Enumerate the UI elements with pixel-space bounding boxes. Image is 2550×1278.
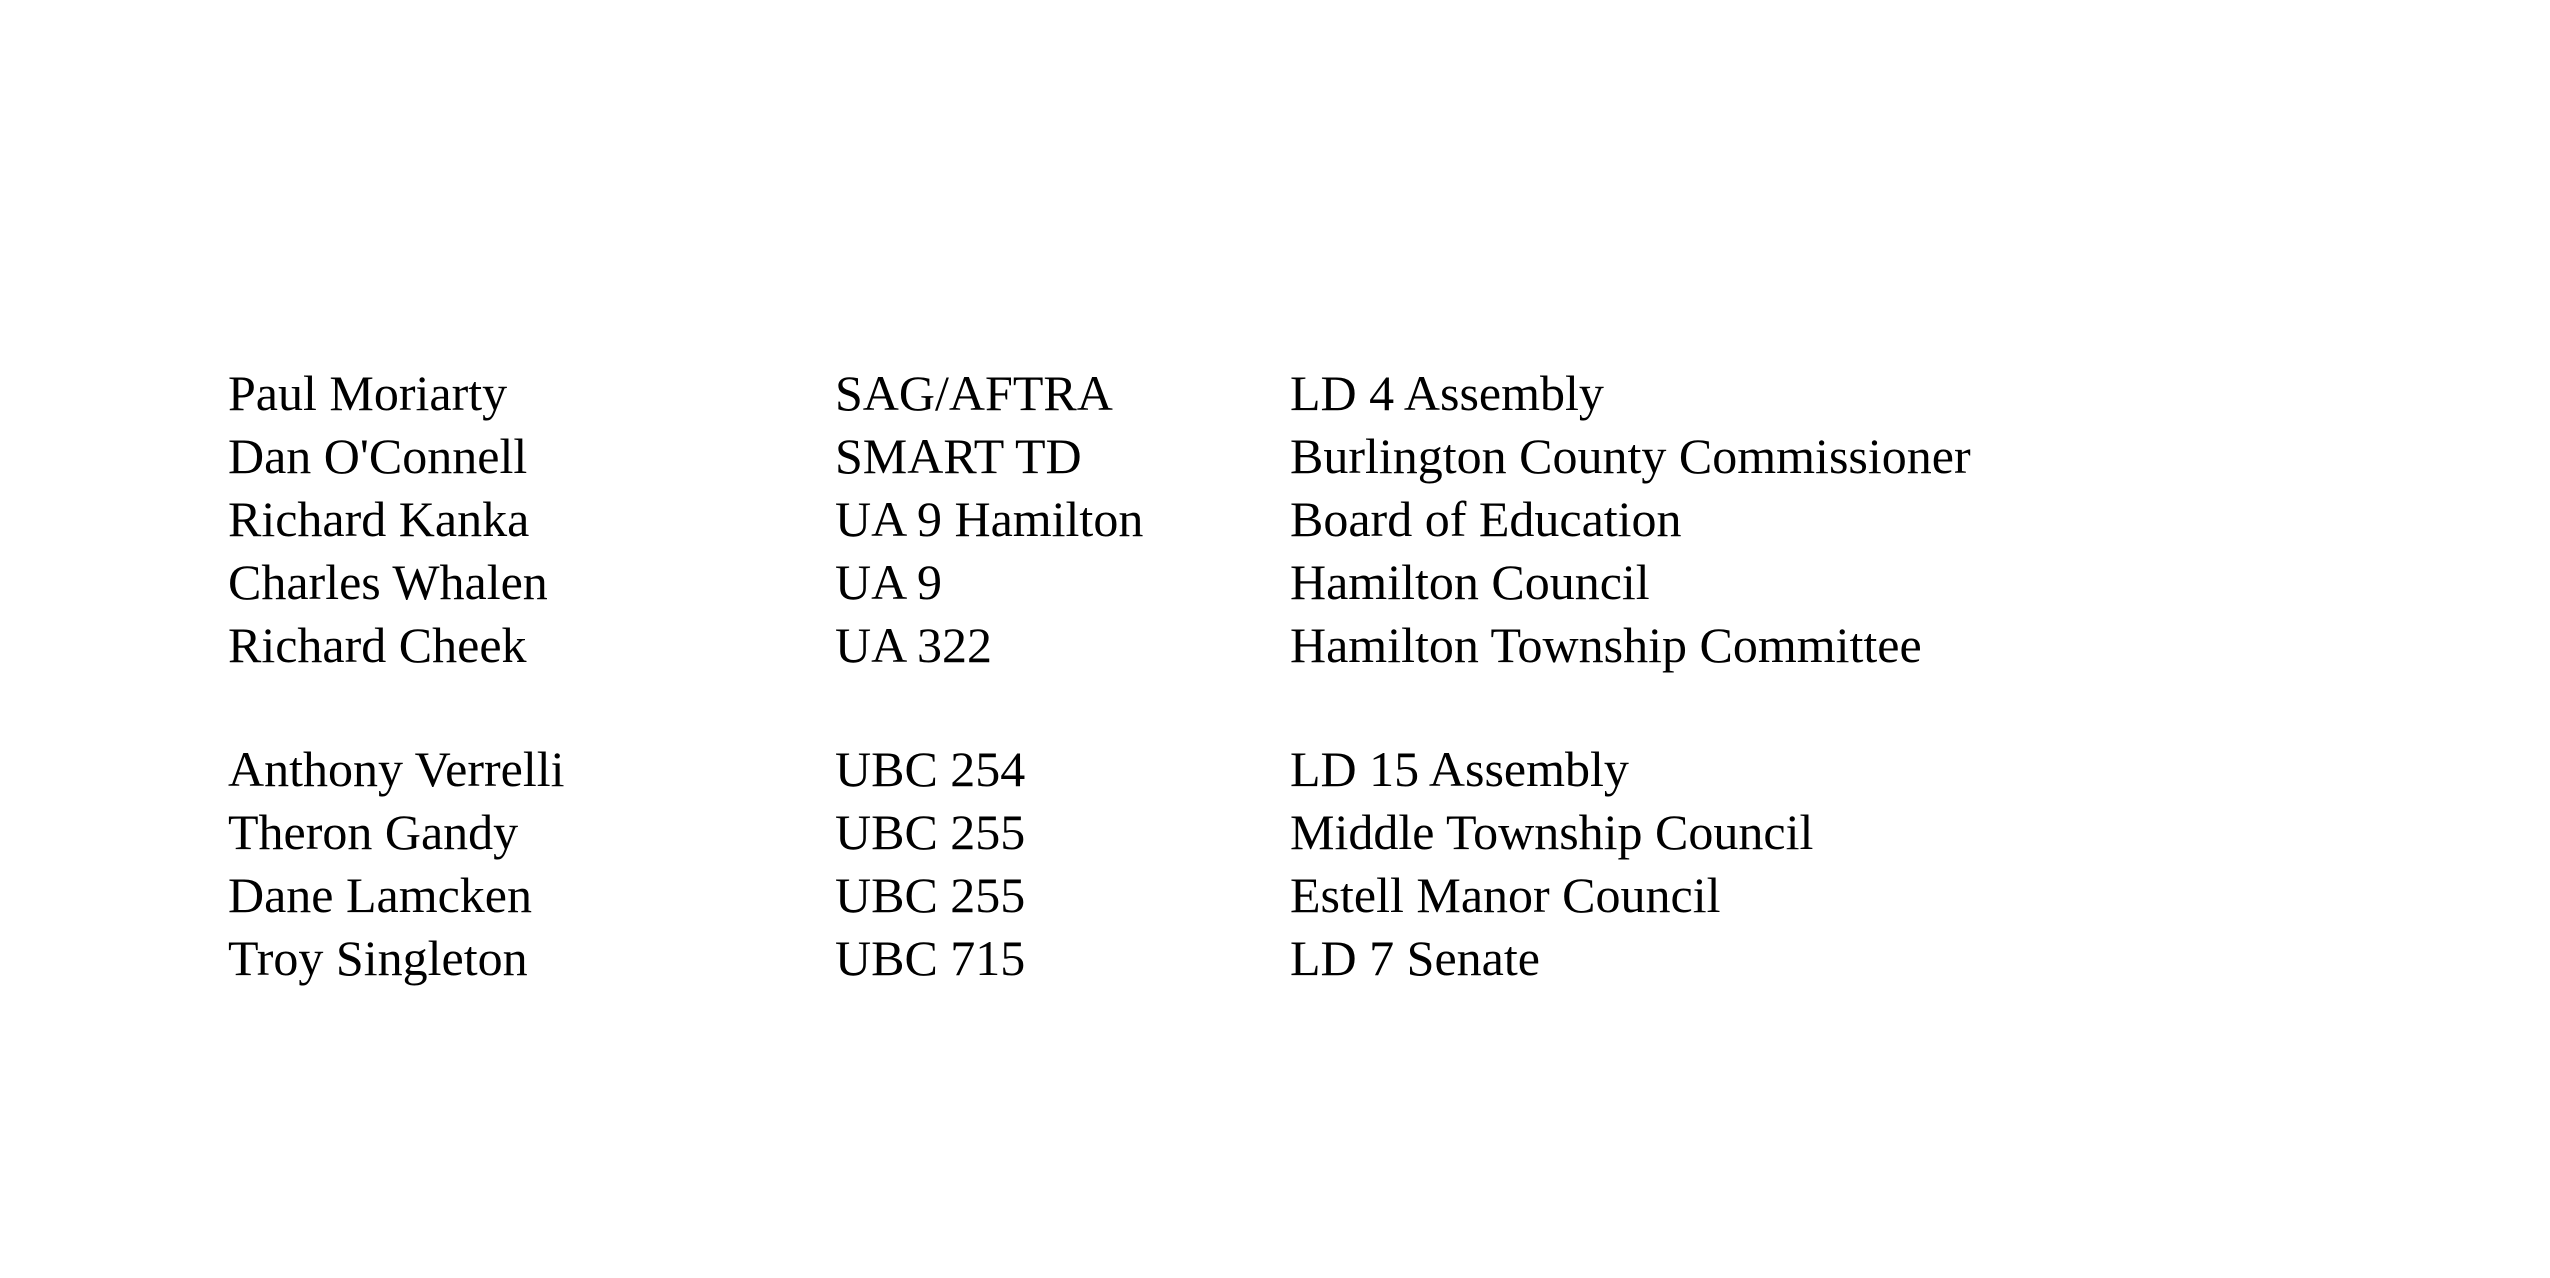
office-sought: LD 4 Assembly — [1290, 365, 1604, 421]
union-affiliation: SAG/AFTRA — [835, 365, 1113, 421]
office-sought: Hamilton Township Committee — [1290, 617, 1922, 673]
office-sought: Hamilton Council — [1290, 554, 1650, 610]
union-affiliation: UBC 255 — [835, 867, 1026, 923]
candidate-name: Paul Moriarty — [228, 365, 508, 421]
candidate-name: Anthony Verrelli — [228, 741, 565, 797]
candidate-name: Theron Gandy — [228, 804, 519, 860]
union-affiliation: UA 9 Hamilton — [835, 491, 1144, 547]
union-affiliation: UBC 255 — [835, 804, 1026, 860]
office-sought: Estell Manor Council — [1290, 867, 1721, 923]
office-sought: LD 7 Senate — [1290, 930, 1540, 986]
union-affiliation: SMART TD — [835, 428, 1082, 484]
union-affiliation: UBC 715 — [835, 930, 1026, 986]
candidate-name: Dan O'Connell — [228, 428, 528, 484]
candidate-name: Troy Singleton — [228, 930, 528, 986]
candidate-name: Charles Whalen — [228, 554, 548, 610]
union-affiliation: UA 322 — [835, 617, 992, 673]
candidate-name: Dane Lamcken — [228, 867, 533, 923]
candidate-name: Richard Kanka — [228, 491, 530, 547]
office-sought: Board of Education — [1290, 491, 1682, 547]
union-affiliation: UBC 254 — [835, 741, 1026, 797]
union-affiliation: UA 9 — [835, 554, 942, 610]
office-sought: Middle Township Council — [1290, 804, 1814, 860]
office-sought: Burlington County Commissioner — [1290, 428, 1971, 484]
candidate-name: Richard Cheek — [228, 617, 527, 673]
office-sought: LD 15 Assembly — [1290, 741, 1629, 797]
